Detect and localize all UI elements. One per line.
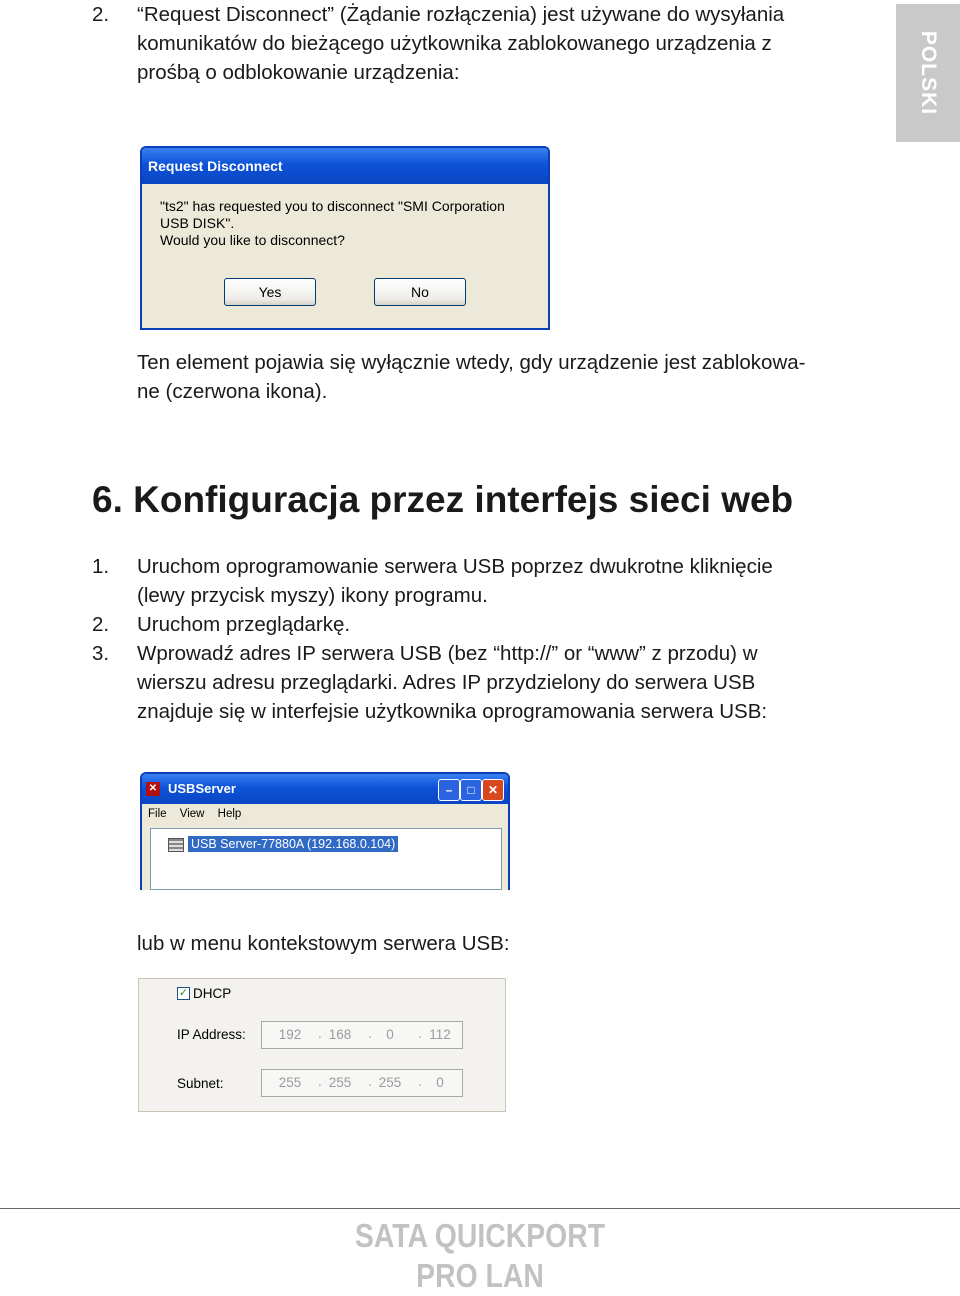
yes-button[interactable]: Yes — [224, 278, 316, 306]
context-text: lub w menu kontekstowym serwera USB: — [137, 932, 510, 955]
ip-address-field[interactable]: 192 . 168 . 0 . 112 — [261, 1021, 463, 1049]
usbserver-window — [140, 772, 510, 890]
menu-help[interactable]: Help — [217, 808, 242, 820]
dialog-message — [160, 198, 505, 249]
close-icon[interactable]: ✕ — [482, 779, 504, 801]
maximize-icon[interactable]: □ — [460, 779, 482, 801]
step-2-number: 2. — [92, 613, 110, 636]
menu-view[interactable]: View — [179, 808, 205, 820]
app-logo-icon: ✕ — [146, 782, 160, 796]
menu-bar — [142, 804, 508, 824]
subnet-octet: 255 — [328, 1075, 352, 1090]
step-line: Wprowadź adres IP serwera USB (bez “http://” or “www” z przodu) w — [137, 642, 758, 665]
step-line: Uruchom przeglądarkę. — [137, 613, 351, 636]
step-line: (lewy przycisk myszy) ikony programu. — [137, 584, 488, 607]
step-2-text — [137, 610, 869, 639]
step-line: Uruchom oprogramowanie serwera USB poprzez dwukrotne kliknięcie — [137, 555, 773, 578]
language-tab — [896, 4, 960, 142]
note-line: ne (czerwona ikona). — [137, 380, 328, 403]
step-3-text — [137, 639, 869, 726]
ip-octet: 192 — [278, 1027, 302, 1042]
minimize-icon[interactable]: – — [438, 779, 460, 801]
item-2-line: komunikatów do bieżącego użytkownika zablokowanego urządzenia z — [137, 32, 772, 55]
dialog-message-line: "ts2" has requested you to disconnect "SMI Corporation — [160, 198, 505, 214]
ip-address-label: IP Address: — [177, 1027, 246, 1042]
window-title: USBServer — [168, 781, 236, 796]
step-3-number: 3. — [92, 642, 110, 665]
step-1-number: 1. — [92, 555, 110, 578]
item-2-text — [137, 0, 869, 87]
language-tab-label: POLSKI — [917, 30, 940, 116]
footer-title: SATA QUICKPORT PRO LAN — [354, 1217, 606, 1294]
request-disconnect-dialog — [140, 146, 550, 330]
step-1-text — [137, 552, 869, 610]
dhcp-label: DHCP — [193, 986, 232, 1001]
item-2-number: 2. — [92, 3, 110, 26]
step-line: znajduje się w interfejsie użytkownika oprogramowania serwera USB: — [137, 700, 768, 723]
note-text — [137, 348, 877, 406]
subnet-octet: 0 — [436, 1075, 444, 1090]
server-icon — [168, 838, 184, 852]
ip-octet: 0 — [386, 1027, 394, 1042]
dialog-message-line: USB DISK". — [160, 215, 235, 231]
server-list-item[interactable]: USB Server-77880A (192.168.0.104) — [188, 836, 398, 852]
window-title-bar — [142, 774, 508, 804]
dialog-title: Request Disconnect — [142, 148, 548, 184]
ip-octet: 168 — [328, 1027, 352, 1042]
section-heading: 6. Konfiguracja przez interfejs sieci web — [92, 479, 794, 520]
subnet-label: Subnet: — [177, 1076, 224, 1091]
network-settings-panel — [138, 978, 506, 1112]
note-line: Ten element pojawia się wyłącznie wtedy, gdy urządzenie jest zablokowa- — [137, 351, 806, 374]
subnet-octet: 255 — [378, 1075, 402, 1090]
dialog-message-line: Would you like to disconnect? — [160, 232, 345, 248]
menu-file[interactable]: File — [148, 808, 167, 820]
item-2-line: “Request Disconnect” (Żądanie rozłączenia) jest używane do wysyłania — [137, 3, 785, 26]
item-2-line: prośbą o odblokowanie urządzenia: — [137, 61, 460, 84]
no-button[interactable]: No — [374, 278, 466, 306]
ip-octet: 112 — [429, 1027, 451, 1042]
subnet-field[interactable]: 255 . 255 . 255 . 0 — [261, 1069, 463, 1097]
step-line: wierszu adresu przeglądarki. Adres IP przydzielony do serwera USB — [137, 671, 756, 694]
dhcp-checkbox[interactable]: ✓ — [178, 987, 189, 999]
subnet-octet: 255 — [278, 1075, 302, 1090]
footer-divider — [0, 1208, 960, 1209]
